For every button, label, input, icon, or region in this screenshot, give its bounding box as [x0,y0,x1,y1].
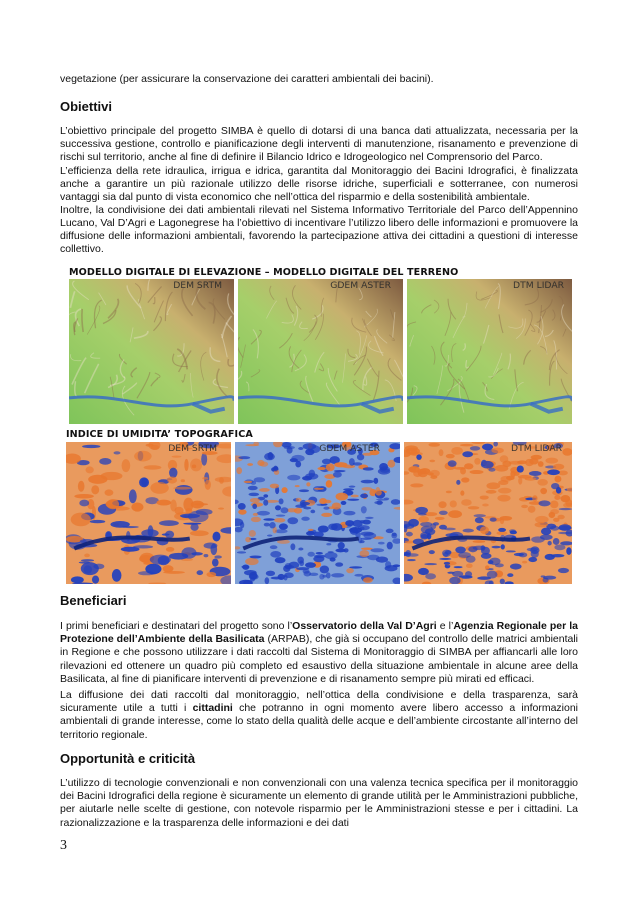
intro-line: vegetazione (per assicurare la conservazione dei caratteri ambientali dei bacini). [60,73,434,85]
beneficiari-paragraph-1: I primi beneficiari e destinatari del progetto sono l’Osservatorio della Val D’Agri e l’Agenzia Regionale per la Protezione dell’Ambiente della Basilicata (ARPAB), che già si occupano del controllo delle matrici ambientali in Regione e che possono utilizzare i dati raccolti dal Sistema di Monitoraggio di SIMBA per affiancarli alle loro rilevazioni ed ottenere un quadro più completo ed esaustivo della situazione ambientale in alcune aree della Basilicata, al fine di pianificare interventi di prevenzione e di risanamento sempre più mirati ed efficaci. [60,620,579,685]
figure-title-elevation: MODELLO DIGITALE DI ELEVAZIONE – MODELLO DIGITALE DEL TERRENO [69,267,459,278]
dem-map-aster [238,279,403,424]
page-number: 3 [60,838,67,853]
twi-map-aster [235,442,400,584]
twi-map-lidar [404,442,572,584]
opportunita-paragraph-1: L’utilizzo di tecnologie convenzionali e non convenzionali con una valenza tecnica specifica per il monitoraggio dei Bacini Idrografici della regione è sicuramente un elemento di grande utilità per le Amministrazioni pubbliche, per aiutarle nelle scelte di gestione, con notevole risparmio per le Amministrazioni stesse e per i cittadini. La razionalizzazione e la trasparenza delle informazioni e dei dati [60,777,578,829]
obiettivi-paragraph-2: L’efficienza della rete idraulica, irrigua e idrica, garantita dal Monitoraggio dei Bacini Idrografici, è finalizzata anche a garantire un più razionale utilizzo delle risorse idriche, superficiali e sotterranee, con numerosi vantaggi sia dal punto di vista economico che nell’ottica del risparmio e della sostenibilità ambientale. [60,164,578,203]
twi-label-srtm: DEM SRTM [168,443,217,454]
twi-panel-aster [235,442,400,584]
twi-panel-lidar [404,442,572,584]
dem-label-srtm: DEM SRTM [173,280,222,291]
dem-panel-lidar [407,279,572,424]
heading-opportunita: Opportunità e criticità [60,751,196,766]
heading-obiettivi: Obiettivi [60,99,113,114]
figure-title-wetness: INDICE DI UMIDITA’ TOPOGRAFICA [66,429,253,440]
twi-panel-srtm [66,442,231,584]
heading-beneficiari: Beneficiari [60,593,127,608]
dem-map-srtm [69,279,234,424]
obiettivi-paragraph-3: Inoltre, la condivisione dei dati ambientali rilevati nel Sistema Informativo Territoriale del Parco dell’Appennino Lucano, Val D’Agri e Lagonegrese ha l’obiettivo di incentivare l’utilizzo libero delle informazioni e promuovere la diffusione delle informazioni ambientali, favorendo la partecipazione attiva dei cittadini a questioni di interesse collettivo. [60,203,578,256]
dem-label-aster: GDEM ASTER [330,280,391,291]
dem-map-lidar [407,279,572,424]
dem-panel-srtm [69,279,234,424]
beneficiari-paragraph-2: La diffusione dei dati raccolti dal monitoraggio, nell’ottica della condivisione e della trasparenza, sarà sicuramente utile a tutti i cittadini che potranno in ogni momento avere libero accesso a informazioni ambientali di grande interesse, come lo stato della qualità delle acque e dell’ambiente circostante all’interno del territorio regionale. [60,689,579,741]
twi-label-lidar: DTM LIDAR [511,443,562,454]
obiettivi-paragraph-1: L’obiettivo principale del progetto SIMBA è quello di dotarsi di una banca dati attualizzata, necessaria per la successiva gestione, controllo e pianificazione degli interventi di manutenzione, risanamento e prevenzione di rischi sul territorio, anche al fine di definire il Bilancio Idrico e Idrogeologico nel Comprensorio del Parco. [60,125,578,164]
twi-label-aster: GDEM ASTER [319,443,380,454]
twi-map-srtm [66,442,231,584]
dem-panel-aster [238,279,403,424]
dem-label-lidar: DTM LIDAR [513,280,564,291]
